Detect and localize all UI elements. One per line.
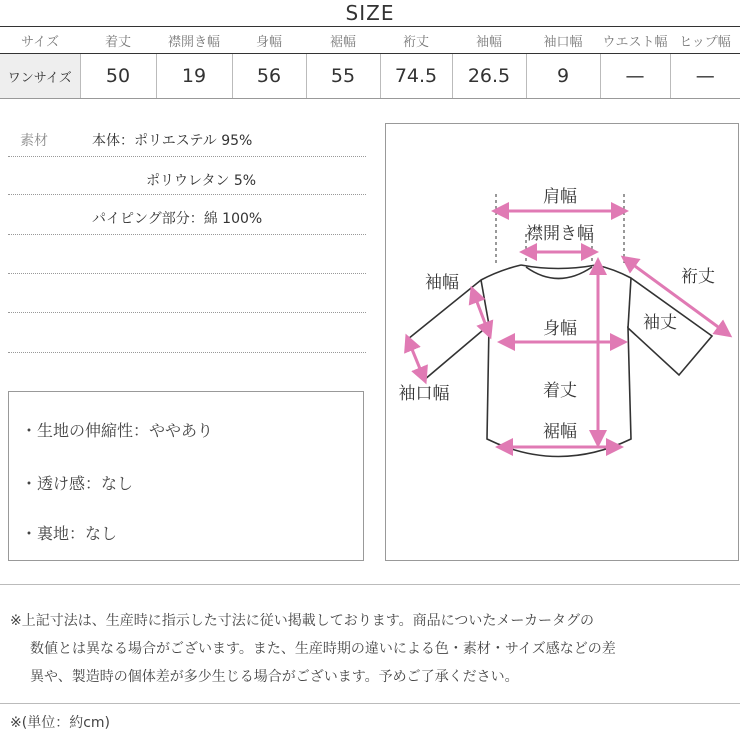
label-sleeve-width: 袖幅 <box>425 273 459 293</box>
header-hem-width: 裾幅 <box>306 27 380 54</box>
cell-hem-width: 55 <box>306 54 380 99</box>
header-sleeve-width: 袖幅 <box>452 27 526 54</box>
note-sheerness: ・透け感：なし <box>21 474 134 493</box>
cell-sleeve-width: 26.5 <box>452 54 526 99</box>
footer-divider <box>0 584 740 585</box>
label-body-width: 身幅 <box>543 319 577 339</box>
header-cuff-width: 袖口幅 <box>526 27 600 54</box>
cell-neck-width: 19 <box>156 54 232 99</box>
cell-yuki: 74.5 <box>380 54 452 99</box>
cell-hip-width: — <box>670 54 740 99</box>
label-yuki: 裄丈 <box>681 267 715 287</box>
header-yuki: 裄丈 <box>380 27 452 54</box>
note-stretch: ・生地の伸縮性：ややあり <box>21 421 214 440</box>
unit-note: ※(単位：約cm) <box>10 715 110 731</box>
garment-diagram <box>386 124 738 560</box>
sleeve-width-arrow <box>474 294 488 331</box>
disclaimer-line: 異や、製造時の個体差が多少生じる場合がございます。予めご了承ください。 <box>30 669 519 685</box>
cuff-arrow <box>409 342 423 376</box>
material-line: ポリウレタン 5% <box>146 173 257 189</box>
label-cuff: 袖口幅 <box>398 384 450 404</box>
cell-size: ワンサイズ <box>0 54 80 99</box>
header-waist-width: ウエスト幅 <box>600 27 670 54</box>
label-hem: 裾幅 <box>543 422 577 442</box>
header-size: サイズ <box>0 27 80 54</box>
fabric-notes-box <box>8 391 364 561</box>
measurement-diagram-box <box>385 123 739 561</box>
page-title: SIZE <box>345 1 395 25</box>
header-body-width: 身幅 <box>232 27 306 54</box>
table-row <box>0 54 740 99</box>
cell-length: 50 <box>80 54 156 99</box>
disclaimer-line: 数値とは異なる場合がございます。また、生産時期の違いによる色・素材・サイズ感などの差 <box>30 641 616 657</box>
footer-divider <box>0 703 740 704</box>
label-sleeve-length: 袖丈 <box>643 313 677 333</box>
cell-waist-width: — <box>600 54 670 99</box>
note-lining: ・裏地：なし <box>21 524 118 543</box>
size-table <box>0 27 740 99</box>
material-divider <box>8 273 366 274</box>
size-table-header-row <box>0 27 740 54</box>
header-length: 着丈 <box>80 27 156 54</box>
material-divider <box>8 194 366 195</box>
material-divider <box>8 352 366 353</box>
material-divider <box>8 156 366 157</box>
label-length: 着丈 <box>543 381 577 401</box>
label-neck: 襟開き幅 <box>526 224 594 244</box>
header-hip-width: ヒップ幅 <box>670 27 740 54</box>
label-shoulder: 肩幅 <box>543 187 577 207</box>
material-label: 素材 <box>20 133 48 149</box>
disclaimer-line: ※上記寸法は、生産時に指示した寸法に従い掲載しております。商品についたメーカータグの <box>10 613 595 629</box>
cell-body-width: 56 <box>232 54 306 99</box>
header-neck-width: 襟開き幅 <box>156 27 232 54</box>
material-line: パイピング部分：綿 100% <box>92 211 263 227</box>
material-line: 本体：ポリエステル 95% <box>92 133 253 149</box>
material-divider <box>8 234 366 235</box>
material-divider <box>8 312 366 313</box>
cell-cuff-width: 9 <box>526 54 600 99</box>
